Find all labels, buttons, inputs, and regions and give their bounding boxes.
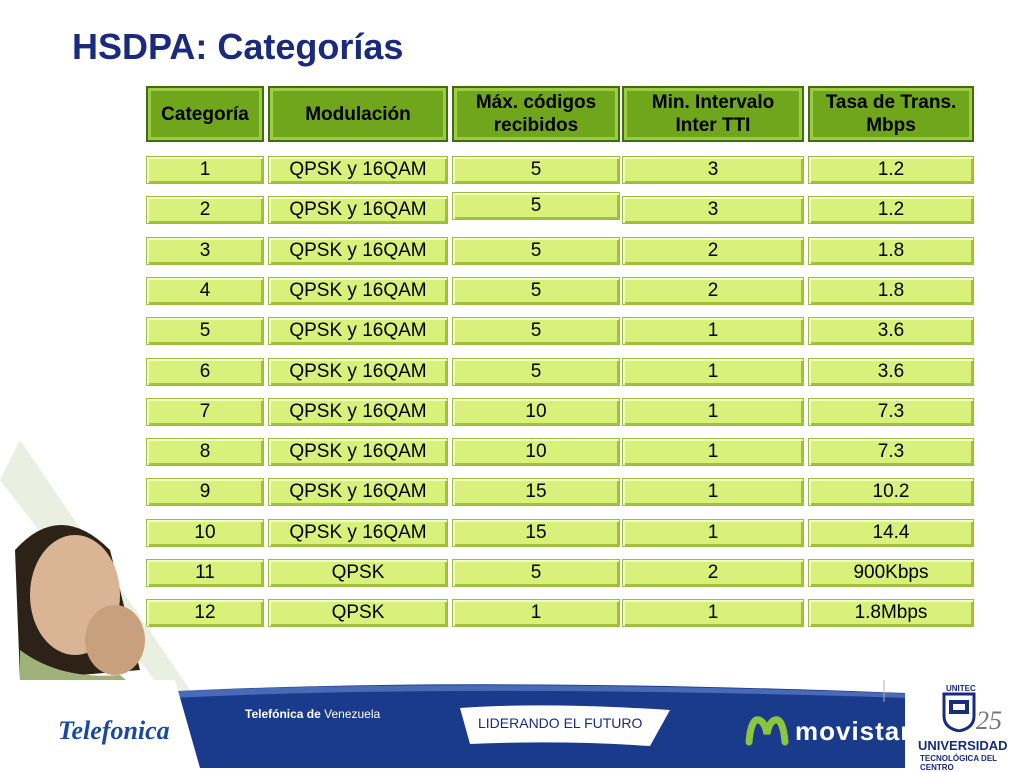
- university-badge: UNITEC: [946, 684, 976, 693]
- cell-modulacion: QPSK y 16QAM: [268, 398, 448, 426]
- footer-company: Telefónica de Venezuela: [245, 707, 381, 721]
- cell-min-intervalo: 1: [622, 358, 804, 386]
- anniversary-mark: 25: [976, 706, 1002, 735]
- cell-min-intervalo: 1: [622, 519, 804, 547]
- movistar-m-icon: [745, 712, 789, 746]
- cell-min-intervalo: 1: [622, 478, 804, 506]
- cell-modulacion: QPSK: [268, 559, 448, 587]
- cell-modulacion: QPSK y 16QAM: [268, 196, 448, 224]
- cell-max-codigos: 5: [452, 358, 620, 386]
- cell-tasa: 1.2: [808, 196, 974, 224]
- cell-categoria: 2: [146, 196, 264, 224]
- telefonica-logo: Telefonica: [58, 716, 170, 745]
- cell-tasa: 1.8: [808, 237, 974, 265]
- cell-tasa: 14.4: [808, 519, 974, 547]
- cell-modulacion: QPSK y 16QAM: [268, 317, 448, 345]
- cell-modulacion: QPSK: [268, 599, 448, 627]
- cell-min-intervalo: 2: [622, 237, 804, 265]
- cell-max-codigos: 5: [452, 277, 620, 305]
- cell-tasa: 1.8Mbps: [808, 599, 974, 627]
- header-min-intervalo: [622, 86, 804, 142]
- cell-min-intervalo: 1: [622, 317, 804, 345]
- header-line: recibidos: [493, 115, 579, 136]
- cell-max-codigos: 5: [452, 559, 620, 587]
- cell-max-codigos: 15: [452, 519, 620, 547]
- header-line: Mbps: [866, 115, 916, 136]
- university-name: UNIVERSIDAD: [918, 738, 1008, 753]
- cell-tasa: 7.3: [808, 398, 974, 426]
- cell-categoria: 6: [146, 358, 264, 386]
- cell-tasa: 10.2: [808, 478, 974, 506]
- cell-modulacion: QPSK y 16QAM: [268, 438, 448, 466]
- cell-max-codigos: 10: [452, 398, 620, 426]
- cell-categoria: 1: [146, 156, 264, 184]
- header-line: Min. Intervalo: [651, 92, 775, 113]
- header-line: Máx. códigos: [475, 92, 597, 113]
- cell-min-intervalo: 3: [622, 156, 804, 184]
- cell-categoria: 8: [146, 438, 264, 466]
- header-line: Tasa de Trans.: [825, 92, 957, 113]
- header-line: Categoría: [161, 103, 249, 125]
- cell-tasa: 3.6: [808, 358, 974, 386]
- cell-max-codigos: 10: [452, 438, 620, 466]
- cell-categoria: 3: [146, 237, 264, 265]
- footer-slogan: LIDERANDO EL FUTURO: [478, 715, 643, 731]
- cell-tasa: 3.6: [808, 317, 974, 345]
- cell-tasa: 1.2: [808, 156, 974, 184]
- cell-categoria: 12: [146, 599, 264, 627]
- cell-tasa: 1.8: [808, 277, 974, 305]
- cell-categoria: 4: [146, 277, 264, 305]
- university-shield-icon: [942, 692, 976, 732]
- cell-modulacion: QPSK y 16QAM: [268, 519, 448, 547]
- cell-categoria: 9: [146, 478, 264, 506]
- cell-categoria: 11: [146, 559, 264, 587]
- header-line: Modulación: [305, 103, 411, 125]
- decorative-photo: [0, 440, 190, 700]
- cell-min-intervalo: 1: [622, 398, 804, 426]
- cell-max-codigos: 5: [452, 237, 620, 265]
- university-subtitle: TECNOLÓGICA DEL CENTRO: [920, 754, 997, 772]
- cell-min-intervalo: 1: [622, 599, 804, 627]
- movistar-logo: movistar: [795, 716, 912, 746]
- cell-modulacion: QPSK y 16QAM: [268, 358, 448, 386]
- cell-max-codigos: 5: [452, 192, 620, 220]
- cell-min-intervalo: 2: [622, 559, 804, 587]
- cell-categoria: 7: [146, 398, 264, 426]
- header-tasa: [808, 86, 974, 142]
- cell-max-codigos: 5: [452, 317, 620, 345]
- cell-tasa: 7.3: [808, 438, 974, 466]
- header-modulacion: [268, 86, 448, 142]
- header-categoria: [146, 86, 264, 142]
- cell-max-codigos: 5: [452, 156, 620, 184]
- cell-modulacion: QPSK y 16QAM: [268, 237, 448, 265]
- cell-min-intervalo: 1: [622, 438, 804, 466]
- cell-categoria: 5: [146, 317, 264, 345]
- cell-min-intervalo: 3: [622, 196, 804, 224]
- cell-modulacion: QPSK y 16QAM: [268, 156, 448, 184]
- cell-min-intervalo: 2: [622, 277, 804, 305]
- cell-max-codigos: 1: [452, 599, 620, 627]
- page-title: HSDPA: Categorías: [72, 26, 404, 67]
- cell-tasa: 900Kbps: [808, 559, 974, 587]
- cell-categoria: 10: [146, 519, 264, 547]
- cell-max-codigos: 15: [452, 478, 620, 506]
- header-max-codigos: [452, 86, 620, 142]
- cell-modulacion: QPSK y 16QAM: [268, 478, 448, 506]
- cell-modulacion: QPSK y 16QAM: [268, 277, 448, 305]
- header-line: Inter TTI: [675, 115, 751, 136]
